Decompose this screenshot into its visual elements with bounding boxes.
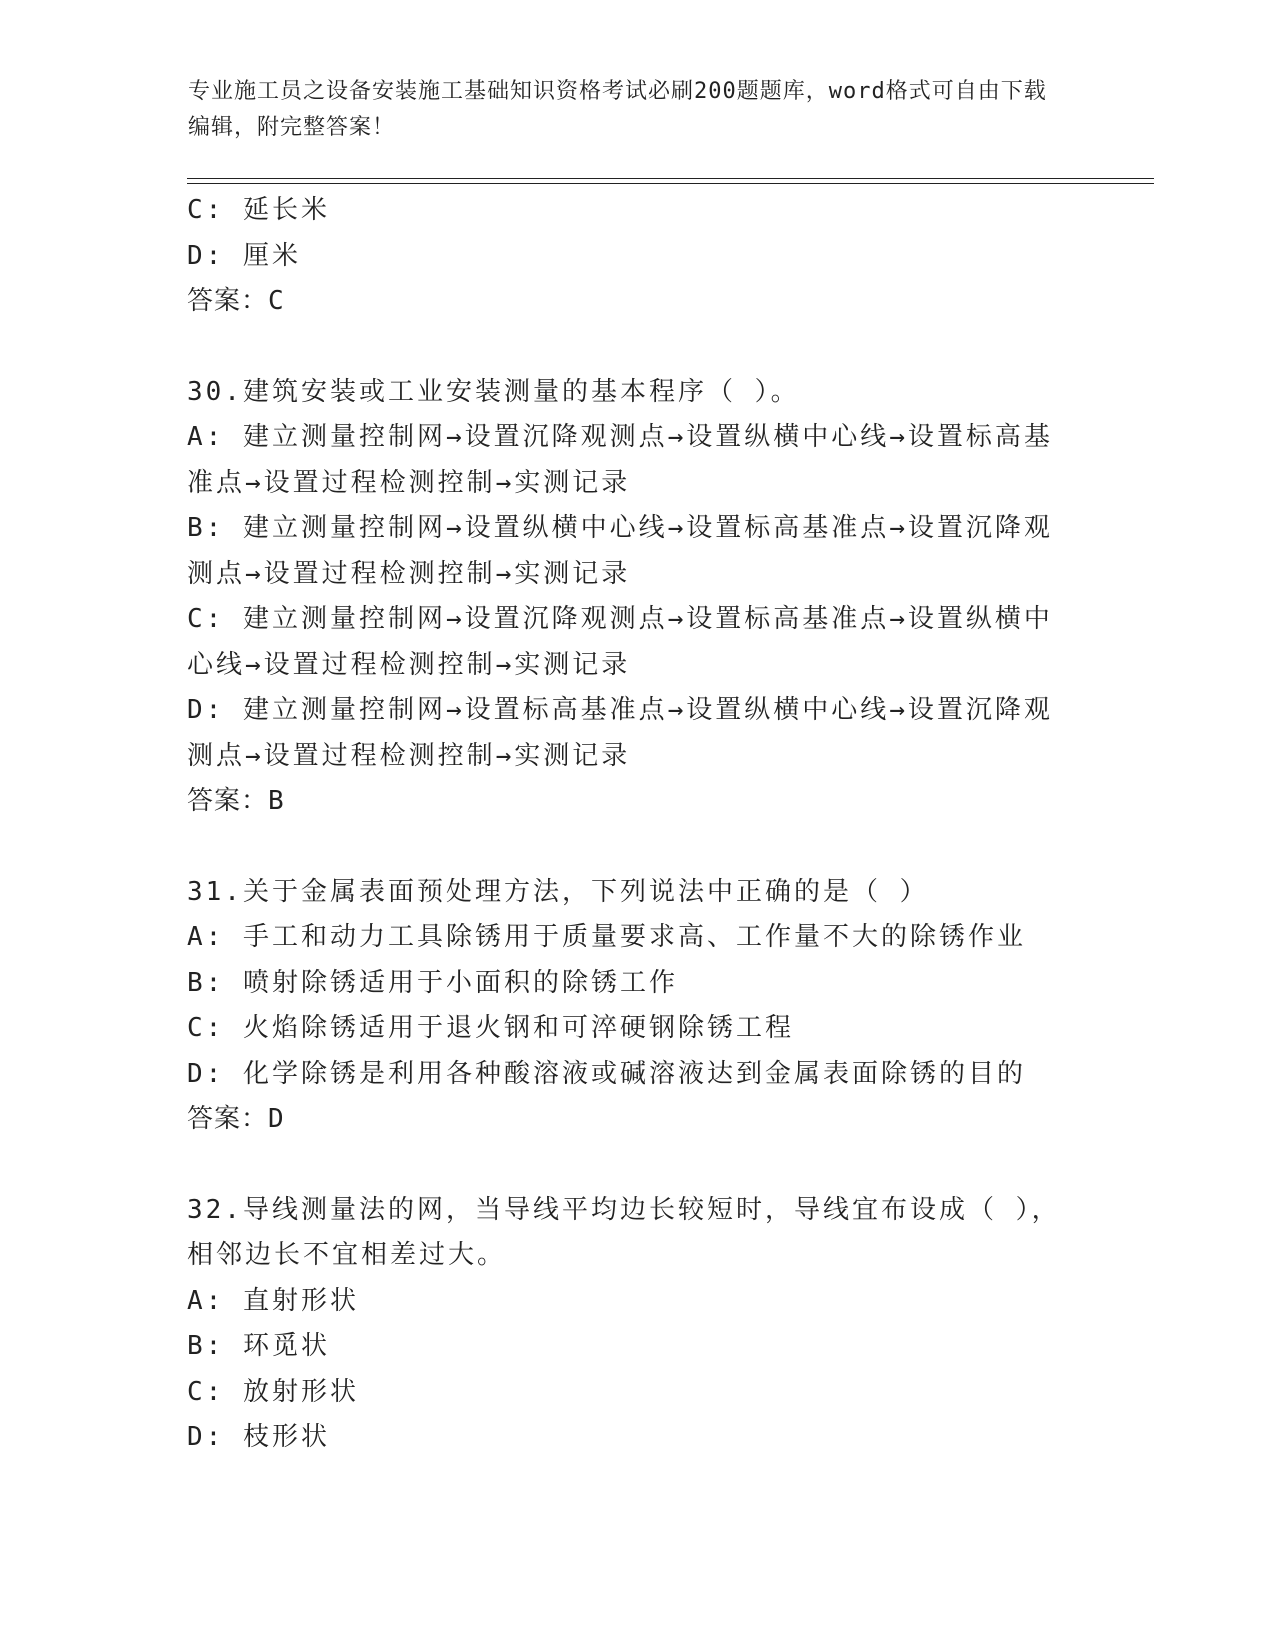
question-stem: 32.导线测量法的网，当导线平均边长较短时，导线宜布设成（ ），相邻边长不宜相差过大。 (187, 1194, 1061, 1270)
spacer (187, 325, 1087, 370)
option-c: C: 放射形状 (187, 1376, 359, 1407)
previous-question-block (187, 188, 1087, 325)
spacer (187, 825, 1087, 870)
answer-line: 答案：D (187, 1104, 285, 1134)
question-32 (187, 1188, 1087, 1461)
option-d: D: 建立测量控制网→设置标高基准点→设置纵横中心线→设置沉降观测点→设置过程检测控制→实测记录 (187, 695, 1053, 771)
question-31 (187, 870, 1087, 1143)
header-rule-top (187, 178, 1154, 179)
document-header: 专业施工员之设备安装施工基础知识资格考试必刷200题题库，word格式可自由下载编辑，附完整答案！ (188, 79, 1047, 140)
option-c: C: 建立测量控制网→设置沉降观测点→设置标高基准点→设置纵横中心线→设置过程检测控制→实测记录 (187, 604, 1053, 680)
option-a: A: 直射形状 (187, 1285, 359, 1316)
option-d: D: 枝形状 (187, 1422, 330, 1452)
header-rule-bottom (187, 183, 1154, 184)
option-b: B: 喷射除锈适用于小面积的除锈工作 (187, 967, 678, 998)
question-content (187, 188, 1087, 1461)
option-d: D: 厘米 (187, 240, 301, 271)
option-b: B: 建立测量控制网→设置纵横中心线→设置标高基准点→设置沉降观测点→设置过程检测控制→实测记录 (187, 513, 1053, 589)
option-a: A: 建立测量控制网→设置沉降观测点→设置纵横中心线→设置标高基准点→设置过程检测控制→实测记录 (187, 422, 1053, 498)
option-c: C: 延长米 (187, 195, 330, 225)
option-d: D: 化学除锈是利用各种酸溶液或碱溶液达到金属表面除锈的目的 (187, 1058, 1026, 1089)
question-30 (187, 370, 1087, 825)
spacer (187, 1143, 1087, 1188)
answer-line: 答案：B (187, 786, 285, 816)
option-b: B: 环觅状 (187, 1331, 330, 1361)
question-stem: 30.建筑安装或工业安装测量的基本程序（ ）。 (187, 376, 800, 407)
option-a: A: 手工和动力工具除锈用于质量要求高、工作量不大的除锈作业 (187, 922, 1026, 952)
question-stem: 31.关于金属表面预处理方法，下列说法中正确的是（ ） (187, 876, 929, 907)
option-c: C: 火焰除锈适用于退火钢和可淬硬钢除锈工程 (187, 1013, 794, 1043)
answer-line: 答案：C (187, 286, 285, 316)
